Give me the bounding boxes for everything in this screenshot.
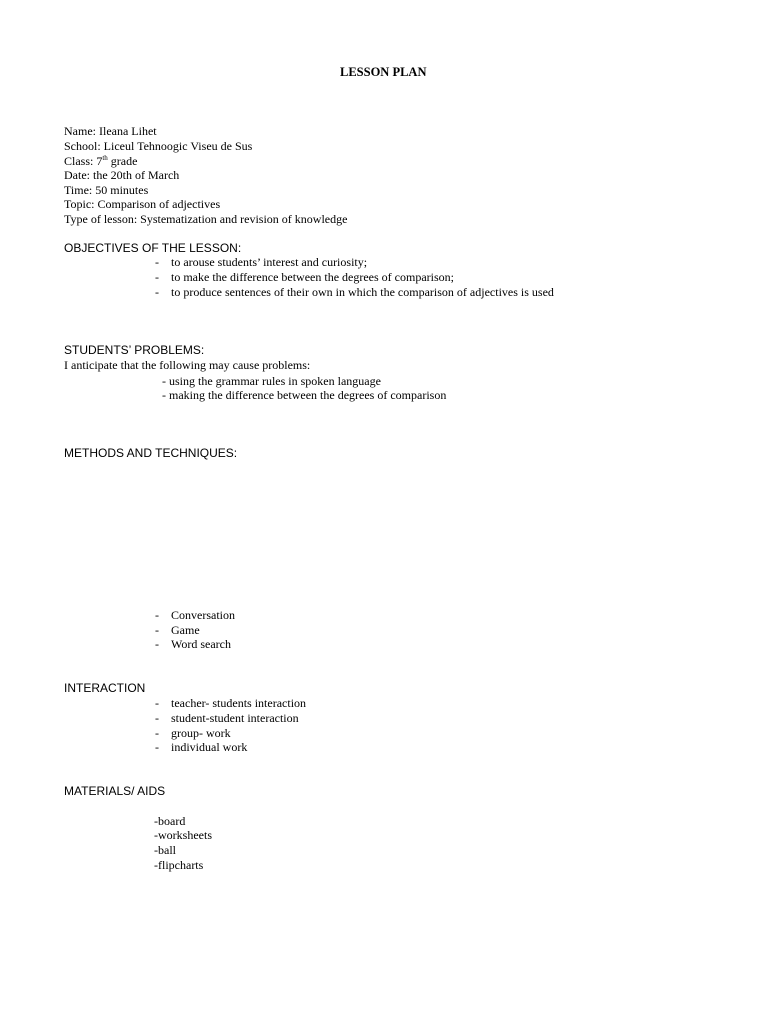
objectives-heading: OBJECTIVES OF THE LESSON: <box>64 241 242 255</box>
lesson-topic: Topic: Comparison of adjectives <box>64 197 221 211</box>
material-item: -flipcharts <box>154 858 204 872</box>
interaction-heading: INTERACTION <box>64 681 146 695</box>
problem-item: - using the grammar rules in spoken language <box>162 374 381 388</box>
problems-heading: STUDENTS’ PROBLEMS: <box>64 343 205 357</box>
lesson-type: Type of lesson: Systematization and revision of knowledge <box>64 212 348 226</box>
class-prefix: Class: 7 <box>64 154 103 168</box>
interaction-item: group- work <box>171 726 231 740</box>
bullet-dash: - <box>155 255 159 269</box>
lesson-date: Date: the 20th of March <box>64 168 180 182</box>
interaction-item: teacher- students interaction <box>171 696 307 710</box>
bullet-dash: - <box>155 270 159 284</box>
interaction-item: student-student interaction <box>171 711 299 725</box>
bullet-dash: - <box>155 696 159 710</box>
bullet-dash: - <box>155 637 159 651</box>
interaction-item: individual work <box>171 740 248 754</box>
objective-item: to produce sentences of their own in which the comparison of adjectives is used <box>171 285 554 299</box>
teacher-name: Name: Ileana Lihet <box>64 124 157 138</box>
bullet-dash: - <box>155 608 159 622</box>
bullet-dash: - <box>155 285 159 299</box>
material-item: -board <box>154 814 186 828</box>
material-item: -worksheets <box>154 828 212 842</box>
class-superscript: th <box>102 154 108 162</box>
bullet-dash: - <box>155 623 159 637</box>
objective-item: to arouse students’ interest and curiosity; <box>171 255 368 269</box>
method-item: Conversation <box>171 608 235 622</box>
bullet-dash: - <box>155 726 159 740</box>
method-item: Game <box>171 623 200 637</box>
problems-intro: I anticipate that the following may cause problems: <box>64 358 311 372</box>
method-item: Word search <box>171 637 232 651</box>
class-line <box>64 154 137 168</box>
problem-item: - making the difference between the degrees of comparison <box>162 388 447 402</box>
document-title: LESSON PLAN <box>340 65 427 79</box>
material-item: -ball <box>154 843 176 857</box>
bullet-dash: - <box>155 711 159 725</box>
methods-heading: METHODS AND TECHNIQUES: <box>64 446 238 460</box>
objective-item: to make the difference between the degrees of comparison; <box>171 270 454 284</box>
bullet-dash: - <box>155 740 159 754</box>
class-suffix: grade <box>107 154 138 168</box>
lesson-time: Time: 50 minutes <box>64 183 149 197</box>
school-name: School: Liceul Tehnoogic Viseu de Sus <box>64 139 253 153</box>
materials-heading: MATERIALS/ AIDS <box>64 784 166 798</box>
